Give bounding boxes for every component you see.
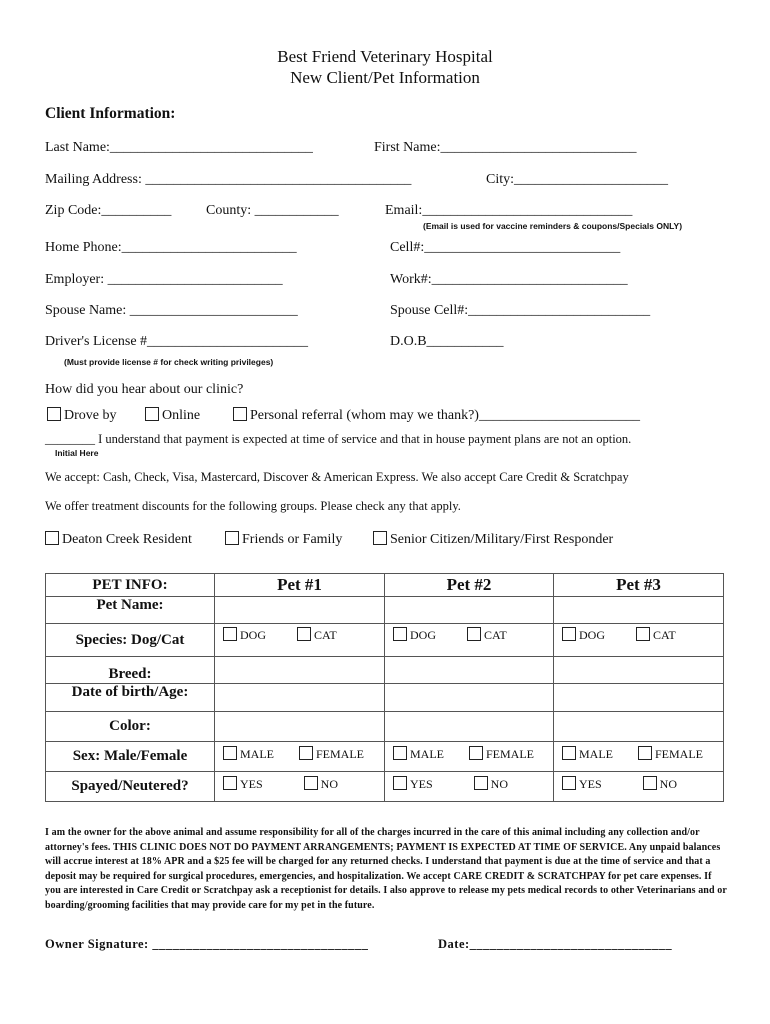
checkbox-icon[interactable] xyxy=(393,627,407,641)
pet-name-row xyxy=(46,597,724,624)
cat-option[interactable]: CAT xyxy=(467,627,507,643)
female-option[interactable]: FEMALE xyxy=(469,746,534,762)
pet-2-sex-cell xyxy=(385,742,554,772)
checkbox-icon[interactable] xyxy=(47,407,61,421)
county-field[interactable]: County: ____________ xyxy=(206,203,339,218)
dog-option[interactable]: DOG xyxy=(223,627,266,643)
species-label: Species: Dog/Cat xyxy=(46,624,215,657)
spouse-cell-field[interactable]: Spouse Cell#:__________________________ xyxy=(390,303,651,318)
dob-field[interactable]: D.O.B___________ xyxy=(390,334,504,349)
checkbox-icon[interactable] xyxy=(638,746,652,760)
checkbox-icon[interactable] xyxy=(304,776,318,790)
dob-row xyxy=(46,684,724,712)
form-subtitle: New Client/Pet Information xyxy=(290,68,480,87)
pet-1-breed-cell[interactable] xyxy=(215,657,385,684)
checkbox-icon[interactable] xyxy=(636,627,650,641)
referral-personal[interactable]: Personal referral (whom may we thank?)_______________________ xyxy=(233,407,640,424)
sex-label: Sex: Male/Female xyxy=(46,742,215,772)
female-option[interactable]: FEMALE xyxy=(299,746,364,762)
home-phone-field[interactable]: Home Phone:_________________________ xyxy=(45,240,297,255)
checkbox-icon[interactable] xyxy=(225,531,239,545)
checkbox-icon[interactable] xyxy=(469,746,483,760)
pet-3-breed-cell[interactable] xyxy=(554,657,724,684)
referral-online[interactable]: Online xyxy=(145,407,200,424)
dog-option[interactable]: DOG xyxy=(393,627,436,643)
no-option[interactable]: NO xyxy=(643,776,677,792)
pet-3-name-cell[interactable] xyxy=(554,597,724,624)
pet-3-sex-cell xyxy=(554,742,724,772)
pet-2-spayed-cell xyxy=(385,772,554,802)
license-note: (Must provide license # for check writing privileges) xyxy=(64,357,274,367)
group-deaton-creek[interactable]: Deaton Creek Resident xyxy=(45,531,192,548)
checkbox-icon[interactable] xyxy=(562,746,576,760)
no-option[interactable]: NO xyxy=(304,776,338,792)
referral-question: How did you hear about our clinic? xyxy=(45,382,244,397)
zip-code-field[interactable]: Zip Code:__________ xyxy=(45,203,172,218)
checkbox-icon[interactable] xyxy=(145,407,159,421)
checkbox-icon[interactable] xyxy=(474,776,488,790)
pet-3-header: Pet #3 xyxy=(554,574,724,597)
color-row xyxy=(46,712,724,742)
mailing-address-field[interactable]: Mailing Address: ______________________________________ xyxy=(45,172,412,187)
checkbox-icon[interactable] xyxy=(223,776,237,790)
checkbox-icon[interactable] xyxy=(393,776,407,790)
group-friends-family[interactable]: Friends or Family xyxy=(225,531,342,548)
client-info-heading: Client Information: xyxy=(45,105,176,122)
pet-name-label: Pet Name: xyxy=(46,597,215,624)
spouse-name-field[interactable]: Spouse Name: ________________________ xyxy=(45,303,298,318)
checkbox-icon[interactable] xyxy=(233,407,247,421)
yes-option[interactable]: YES xyxy=(393,776,433,792)
pet-1-header: Pet #1 xyxy=(215,574,385,597)
checkbox-icon[interactable] xyxy=(45,531,59,545)
pet-2-species-cell xyxy=(385,624,554,657)
checkbox-icon[interactable] xyxy=(373,531,387,545)
checkbox-icon[interactable] xyxy=(299,746,313,760)
cat-option[interactable]: CAT xyxy=(636,627,676,643)
pet-1-color-cell[interactable] xyxy=(215,712,385,742)
pet-info-label: PET INFO: xyxy=(46,574,215,597)
city-field[interactable]: City:______________________ xyxy=(486,172,669,187)
male-option[interactable]: MALE xyxy=(562,746,613,762)
checkbox-icon[interactable] xyxy=(467,627,481,641)
pet-1-sex-cell xyxy=(215,742,385,772)
male-option[interactable]: MALE xyxy=(393,746,444,762)
checkbox-icon[interactable] xyxy=(223,627,237,641)
female-option[interactable]: FEMALE xyxy=(638,746,703,762)
dob-label: Date of birth/Age: xyxy=(46,684,215,712)
checkbox-icon[interactable] xyxy=(562,776,576,790)
signature-date-field[interactable]: Date:______________________________ xyxy=(438,937,673,951)
group-senior-military[interactable]: Senior Citizen/Military/First Responder xyxy=(373,531,613,548)
pet-2-dob-cell[interactable] xyxy=(385,684,554,712)
employer-field[interactable]: Employer: _________________________ xyxy=(45,272,283,287)
drivers-license-field[interactable]: Driver's License #_______________________ xyxy=(45,334,309,349)
dog-option[interactable]: DOG xyxy=(562,627,605,643)
checkbox-icon[interactable] xyxy=(643,776,657,790)
pet-1-dob-cell[interactable] xyxy=(215,684,385,712)
pet-3-spayed-cell xyxy=(554,772,724,802)
pet-2-color-cell[interactable] xyxy=(385,712,554,742)
checkbox-icon[interactable] xyxy=(223,746,237,760)
pet-3-color-cell[interactable] xyxy=(554,712,724,742)
checkbox-icon[interactable] xyxy=(562,627,576,641)
pet-1-name-cell[interactable] xyxy=(215,597,385,624)
color-label: Color: xyxy=(46,712,215,742)
pet-1-spayed-cell xyxy=(215,772,385,802)
male-option[interactable]: MALE xyxy=(223,746,274,762)
payment-initial-statement[interactable]: ________ I understand that payment is expected at time of service and that in house payment plans are not an option. xyxy=(45,432,632,446)
cat-option[interactable]: CAT xyxy=(297,627,337,643)
species-row xyxy=(46,624,724,657)
sex-row xyxy=(46,742,724,772)
checkbox-icon[interactable] xyxy=(393,746,407,760)
spayed-label: Spayed/Neutered? xyxy=(46,772,215,802)
breed-label: Breed: xyxy=(46,657,215,684)
checkbox-icon[interactable] xyxy=(297,627,311,641)
form-title: Best Friend Veterinary Hospital xyxy=(277,47,493,66)
breed-row xyxy=(46,657,724,684)
legal-agreement-text: I am the owner for the above animal and assume responsibility for all of the charges incurred in the care of this animal including any collection and/or attorney's fees. THIS CLINIC DOES NOT DO PAYMENT ARRANGEMENTS; PAYMENT IS EXPECTED AT TIME OF SERVICE. Any unpaid balances will accrue interest at 18% APR and a $25 fee will be charged for any returned checks. I understand that payment is due at the time of service and that a deposit may be required for surgical procedures, emergencies, and hospitalization. We accept CARE CREDIT & SCRATCHPAY for pet care expenses. If you are interested in Care Credit or Scratchpay ask a receptionist for details. I also approve to release my pets medical records to other Veterinarians and or boarding/grooming facilities that may provide care for my pet in the future. xyxy=(45,827,727,911)
pet-info-table xyxy=(45,573,724,802)
first-name-field[interactable]: First Name:____________________________ xyxy=(374,140,637,155)
owner-signature-field[interactable]: Owner Signature: ________________________________ xyxy=(45,937,369,951)
no-option[interactable]: NO xyxy=(474,776,508,792)
discounts-text: We offer treatment discounts for the following groups. Please check any that apply. xyxy=(45,499,461,513)
yes-option[interactable]: YES xyxy=(562,776,602,792)
pet-2-header: Pet #2 xyxy=(385,574,554,597)
work-field[interactable]: Work#:____________________________ xyxy=(390,272,628,287)
spayed-row xyxy=(46,772,724,802)
last-name-field[interactable]: Last Name:_____________________________ xyxy=(45,140,313,155)
referral-drove-by[interactable]: Drove by xyxy=(47,407,117,424)
pet-2-breed-cell[interactable] xyxy=(385,657,554,684)
email-note: (Email is used for vaccine reminders & coupons/Specials ONLY) xyxy=(423,221,683,231)
yes-option[interactable]: YES xyxy=(223,776,263,792)
initial-here-label: Initial Here xyxy=(55,448,99,458)
pet-2-name-cell[interactable] xyxy=(385,597,554,624)
pet-3-dob-cell[interactable] xyxy=(554,684,724,712)
accepted-payments: We accept: Cash, Check, Visa, Mastercard, Discover & American Express. We also accept Care Credit & Scratchpay xyxy=(45,470,629,484)
pet-3-species-cell xyxy=(554,624,724,657)
pet-1-species-cell xyxy=(215,624,385,657)
pet-header-row xyxy=(46,574,724,597)
cell-field[interactable]: Cell#:____________________________ xyxy=(390,240,621,255)
email-field[interactable]: Email:______________________________ xyxy=(385,203,633,218)
